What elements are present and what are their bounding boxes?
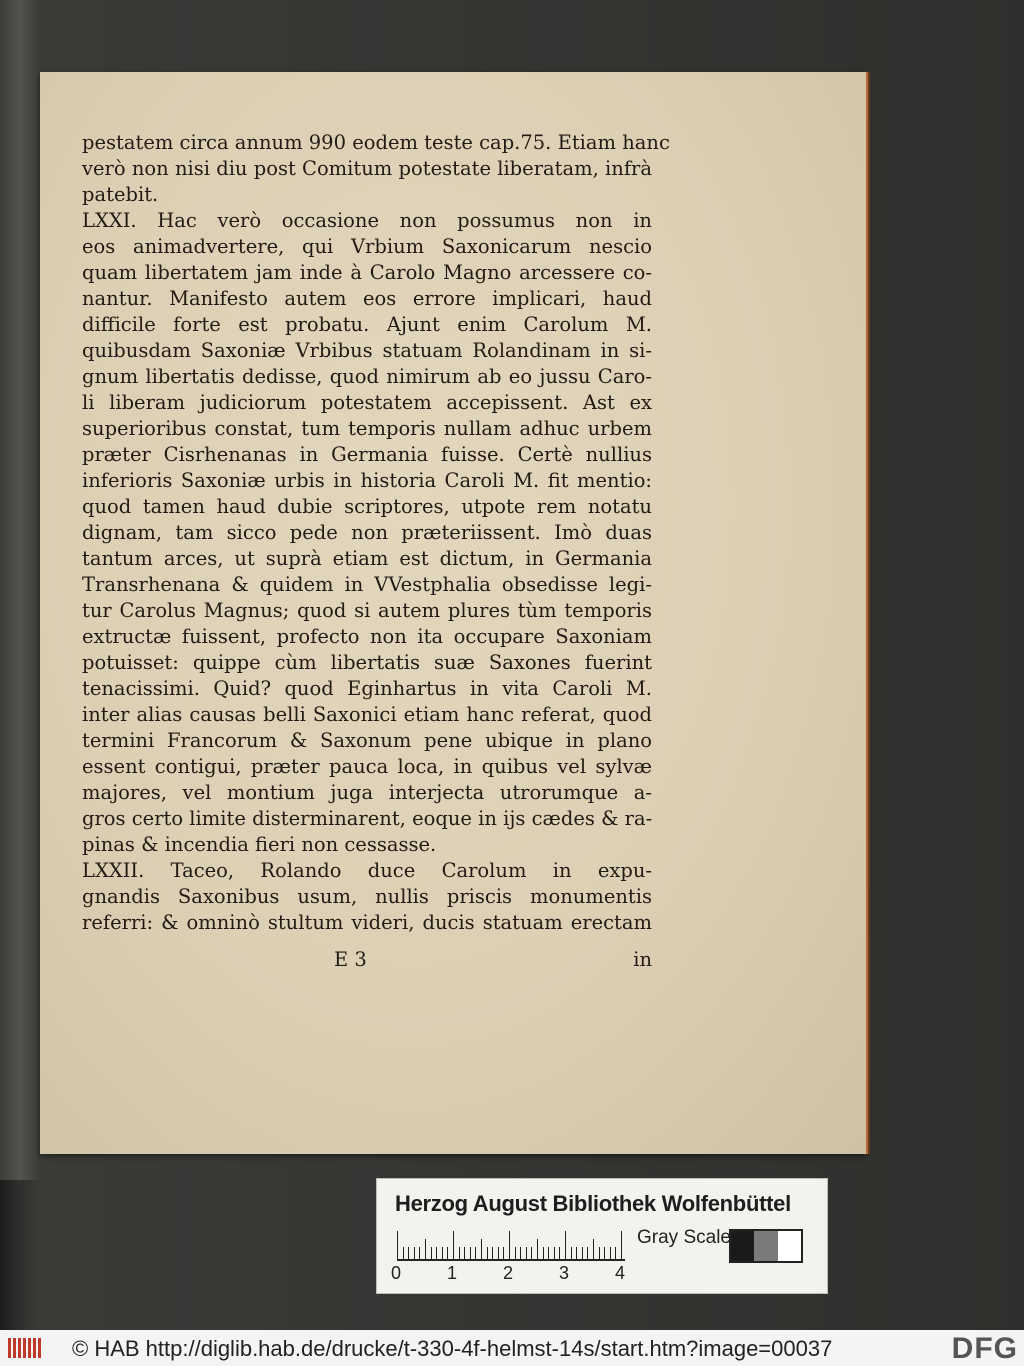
ruler-tick xyxy=(481,1239,482,1259)
ruler-tick xyxy=(621,1231,622,1259)
text-line: tenacissimi. Quid? quod Eginhartus in vita Caroli M. xyxy=(82,677,652,700)
library-name: Herzog August Bibliothek Wolfenbüttel xyxy=(395,1191,791,1216)
page-footer xyxy=(82,948,652,974)
signature-mark: E 3 xyxy=(334,948,367,971)
text-line: quam libertatem jam inde à Carolo Magno arcessere co- xyxy=(82,261,652,284)
ruler-tick xyxy=(571,1247,572,1259)
source-url[interactable]: © HAB http://diglib.hab.de/drucke/t-330-4f-helmst-14s/start.htm?image=00037 xyxy=(72,1336,833,1361)
text-line: extructæ fuissent, profecto non ita occupare Saxoniam xyxy=(82,625,652,648)
ruler-tick xyxy=(397,1231,398,1259)
catchword: in xyxy=(633,948,652,971)
text-line: LXXI. Hac verò occasione non possumus non in xyxy=(82,209,652,232)
text-line: nantur. Manifesto autem eos errore implicari, haud xyxy=(82,287,652,310)
ruler-tick xyxy=(526,1247,527,1259)
text-line: gros certo limite disterminarent, eoque in ijs cædes & ra- xyxy=(82,807,653,830)
ruler-tick xyxy=(459,1247,460,1259)
text-line: gnandis Saxonibus usum, nullis priscis monumentis xyxy=(82,885,652,908)
bar xyxy=(8,1338,11,1358)
ruler-tick xyxy=(442,1247,443,1259)
text-line: tur Carolus Magnus; quod si autem plures tùm temporis xyxy=(82,599,652,622)
book-spine xyxy=(0,0,40,1180)
text-line: inferioris Saxoniæ urbis in historia Caroli M. fit mentio: xyxy=(82,469,652,492)
ruler-number: 3 xyxy=(559,1263,570,1283)
ruler-tick xyxy=(537,1239,538,1259)
text-line: termini Francorum & Saxonum pene ubique in plano xyxy=(82,729,652,752)
text-line: eos animadvertere, qui Vrbium Saxonicarum nescio xyxy=(82,235,652,258)
ruler-tick xyxy=(554,1247,555,1259)
ruler-tick xyxy=(559,1247,560,1259)
page-text xyxy=(82,130,670,936)
ruler-tick xyxy=(403,1247,404,1259)
ruler-tick xyxy=(414,1247,415,1259)
text-line: essent contigui, præter pauca loca, in quibus vel sylvæ xyxy=(82,755,652,778)
text-line: verò non nisi diu post Comitum potestate liberatam, infrà xyxy=(82,157,652,180)
text-line: quibusdam Saxoniæ Vrbibus statuam Rolandinam in si- xyxy=(82,339,652,362)
ruler-tick xyxy=(515,1247,516,1259)
ruler-tick xyxy=(470,1247,471,1259)
ruler-tick xyxy=(425,1239,426,1259)
centimeter-ruler xyxy=(397,1231,625,1261)
ruler-tick xyxy=(565,1231,566,1259)
text-line: dignam, tam sicco pede non præteriissent. Imò duas xyxy=(82,521,652,544)
text-line: tantum arces, ut suprà etiam est dictum, in Germania xyxy=(82,547,652,570)
gray-swatch xyxy=(778,1231,801,1261)
text-line: referri: & omninò stultum videri, ducis statuam erectam xyxy=(82,911,652,934)
text-line: præter Cisrhenanas in Germania fuisse. Certè nullius xyxy=(82,443,652,466)
ruler-tick xyxy=(520,1247,521,1259)
bar xyxy=(23,1338,26,1358)
text-line: Transrhenana & quidem in VVestphalia obsedisse legi- xyxy=(82,573,652,596)
ruler-tick xyxy=(604,1247,605,1259)
text-line: LXXII. Taceo, Rolando duce Carolum in expu- xyxy=(82,859,652,882)
text-line: superioribus constat, tum temporis nullam adhuc urbem xyxy=(82,417,652,440)
text-line: gnum libertatis dedisse, quod nimirum ab eo jussu Caro- xyxy=(82,365,652,388)
bar xyxy=(28,1338,31,1358)
ruler-number: 4 xyxy=(615,1263,626,1283)
text-line: inter alias causas belli Saxonici etiam hanc referat, quod xyxy=(82,703,652,726)
gray-scale-label: Gray Scale xyxy=(637,1227,731,1248)
ruler-tick xyxy=(431,1247,432,1259)
ruler-tick xyxy=(419,1247,420,1259)
ruler-tick xyxy=(576,1247,577,1259)
bar xyxy=(18,1338,21,1358)
ruler-tick xyxy=(610,1247,611,1259)
text-line: difficile forte est probatu. Ajunt enim Carolum M. xyxy=(82,313,652,336)
text-line: majores, vel montium juga interjecta utrorumque a- xyxy=(82,781,652,804)
color-card xyxy=(376,1178,828,1294)
ruler-numbers xyxy=(391,1263,651,1283)
ruler-tick xyxy=(543,1247,544,1259)
gray-swatch xyxy=(731,1231,754,1261)
footer-bar xyxy=(0,1330,1024,1366)
ruler-tick xyxy=(487,1247,488,1259)
ruler-number: 1 xyxy=(447,1263,458,1283)
ruler-tick xyxy=(599,1247,600,1259)
ruler-tick xyxy=(593,1239,594,1259)
book-page xyxy=(40,72,866,1154)
gray-scale-swatches xyxy=(729,1229,803,1263)
ruler-tick xyxy=(453,1231,454,1259)
ruler-tick xyxy=(492,1247,493,1259)
bar xyxy=(13,1338,16,1358)
library-bars-icon xyxy=(8,1338,42,1358)
dfg-logo: DFG xyxy=(951,1332,1018,1365)
ruler-tick xyxy=(615,1247,616,1259)
ruler-tick xyxy=(475,1247,476,1259)
bar xyxy=(33,1338,36,1358)
ruler-tick xyxy=(498,1247,499,1259)
ruler-tick xyxy=(436,1247,437,1259)
ruler-tick xyxy=(548,1247,549,1259)
ruler-tick xyxy=(582,1247,583,1259)
text-line: potuisset: quippe cùm libertatis suæ Saxones fuerint xyxy=(82,651,652,674)
text-line: patebit. xyxy=(82,183,159,206)
text-line: li liberam judiciorum potestatem accepissent. Ast ex xyxy=(82,391,652,414)
ruler-tick xyxy=(509,1231,510,1259)
gray-swatch xyxy=(754,1231,777,1261)
ruler-tick xyxy=(447,1247,448,1259)
text-line: pestatem circa annum 990 eodem teste cap.75. Etiam hanc xyxy=(82,131,670,154)
ruler-number: 2 xyxy=(503,1263,514,1283)
bar xyxy=(38,1338,41,1358)
text-line: quod tamen haud dubie scriptores, utpote rem notatu xyxy=(82,495,652,518)
ruler-tick xyxy=(531,1247,532,1259)
ruler-tick xyxy=(464,1247,465,1259)
ruler-tick xyxy=(503,1247,504,1259)
ruler-number: 0 xyxy=(391,1263,402,1283)
text-line: pinas & incendia fieri non cessasse. xyxy=(82,833,437,856)
ruler-tick xyxy=(587,1247,588,1259)
ruler-tick xyxy=(408,1247,409,1259)
